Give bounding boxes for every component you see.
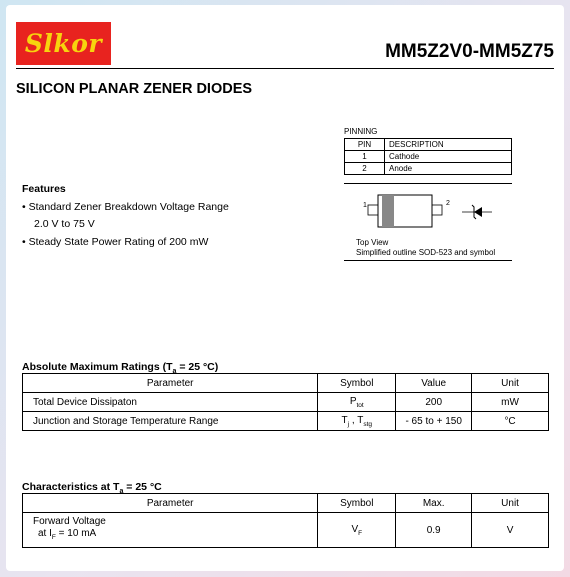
table-row [345, 163, 512, 175]
table-row [23, 412, 549, 431]
pad-label-1: 1 [363, 202, 367, 209]
max-header: Max. [396, 494, 472, 513]
pin-header: PIN [345, 139, 385, 151]
symbol-header: Symbol [318, 374, 396, 393]
symbol-cell: $P_{tot}$ [318, 393, 396, 412]
value-cell: - 65 to + 150 [396, 412, 472, 431]
characteristics-table [22, 493, 549, 548]
pinning-label: PINNING [344, 127, 378, 136]
symbol-cell: $V_F$ [318, 513, 396, 548]
table-header-row [23, 374, 549, 393]
zener-diode-symbol-icon [462, 205, 492, 219]
logo-text: Slkor [24, 29, 103, 58]
pinning-divider [344, 183, 512, 184]
pin-description: Cathode [385, 151, 512, 163]
cathode-band [382, 195, 394, 227]
unit-header: Unit [472, 374, 549, 393]
description-header: DESCRIPTION [385, 139, 512, 151]
pin-description: Anode [385, 163, 512, 175]
symbol-cell: $T_j$ , $T_{stg}$ [318, 412, 396, 431]
part-number-range: MM5Z2V0-MM5Z75 [385, 41, 554, 62]
header-divider [16, 68, 554, 69]
table-row [23, 393, 549, 412]
symbol-header: Symbol [318, 494, 396, 513]
parameter-cell: Junction and Storage Temperature Range [23, 412, 318, 431]
value-cell: 200 [396, 393, 472, 412]
feature-item: • Steady State Power Rating of 200 mW [22, 236, 209, 248]
slkor-logo [16, 22, 111, 65]
table-row [23, 513, 549, 548]
feature-item: • Standard Zener Breakdown Voltage Range [22, 201, 229, 213]
unit-cell: V [472, 513, 549, 548]
pinning-header-row [345, 139, 512, 151]
datasheet-page [6, 5, 564, 571]
absolute-max-ratings-title: Absolute Maximum Ratings ($T_a = 25$ °C) [22, 361, 219, 376]
parameter-cell: Forward Voltage at $I_F = 10$ mA [23, 513, 318, 548]
characteristics-title: Characteristics at $T_a = 25$ °C [22, 481, 162, 496]
value-header: Value [396, 374, 472, 393]
unit-header: Unit [472, 494, 549, 513]
parameter-header: Parameter [23, 374, 318, 393]
cathode-pad [368, 205, 378, 215]
parameter-cell: Total Device Dissipaton [23, 393, 318, 412]
unit-cell: °C [472, 412, 549, 431]
table-header-row [23, 494, 549, 513]
top-view-label: Top View [356, 238, 389, 247]
parameter-header: Parameter [23, 494, 318, 513]
pad-label-2: 2 [446, 200, 450, 207]
max-value-cell: 0.9 [396, 513, 472, 548]
document-title: SILICON PLANAR ZENER DIODES [16, 81, 253, 97]
outline-description: Simplified outline SOD-523 and symbol [356, 248, 496, 257]
pin-number: 1 [345, 151, 385, 163]
absolute-max-ratings-table [22, 373, 549, 431]
package-caption [356, 238, 495, 258]
pinning-table [344, 138, 512, 175]
table-row [345, 151, 512, 163]
feature-item: 2.0 V to 75 V [34, 218, 95, 230]
anode-pad [432, 205, 442, 215]
pin-number: 2 [345, 163, 385, 175]
features-heading: Features [22, 183, 66, 195]
package-divider [344, 260, 512, 261]
unit-cell: mW [472, 393, 549, 412]
